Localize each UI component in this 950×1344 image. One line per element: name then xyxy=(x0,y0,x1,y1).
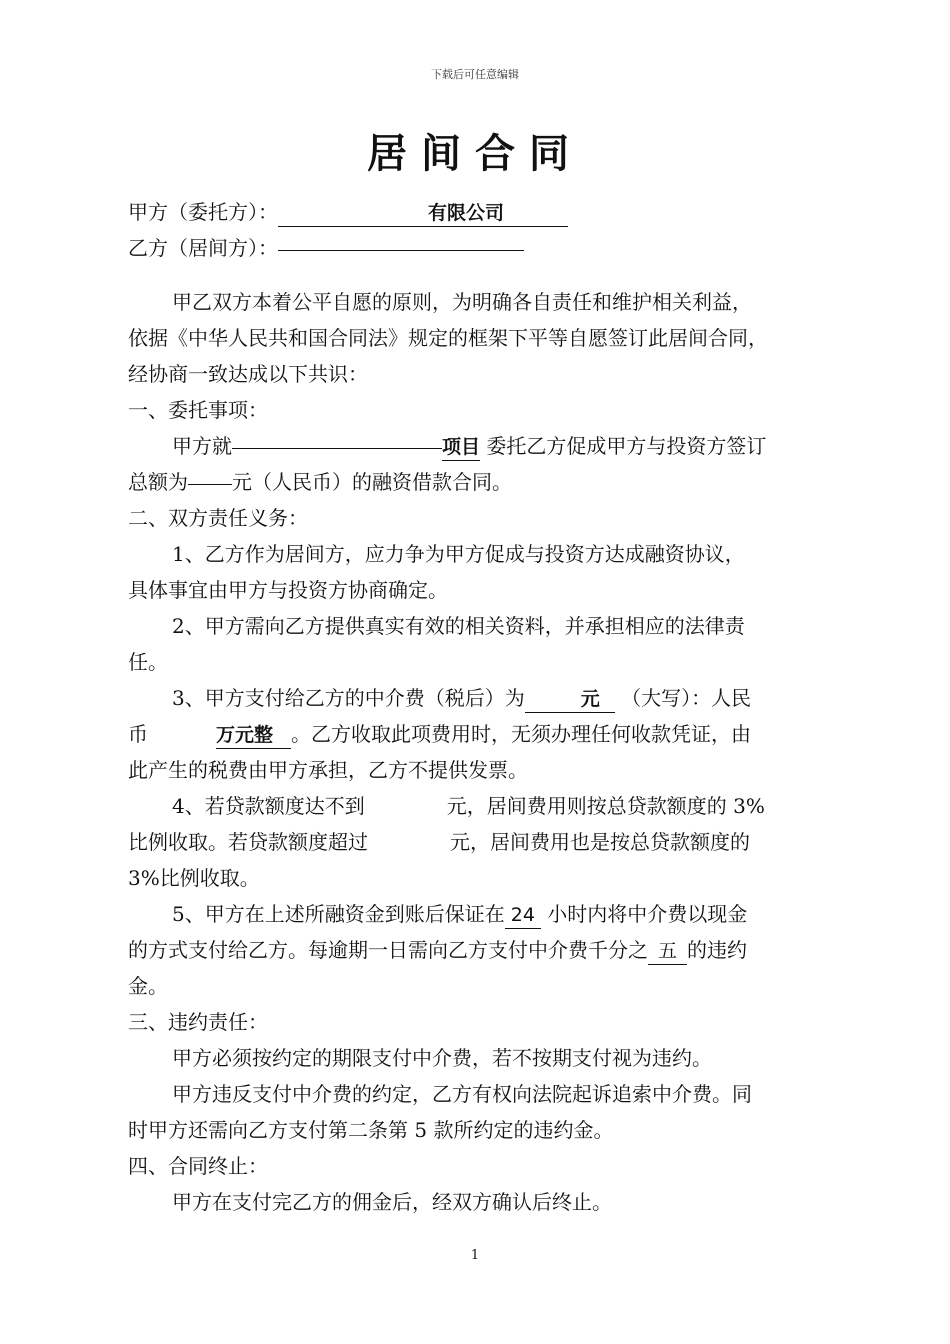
item-4-line-3: 3%比例收取。 xyxy=(128,866,260,890)
header-note: 下载后可任意编辑 xyxy=(431,68,519,81)
item-5-line-1 xyxy=(128,896,828,932)
intro-line-2: 依据《中华人民共和国合同法》规定的框架下平等自愿签订此居间合同， xyxy=(128,326,768,350)
item-4-line-1 xyxy=(128,788,828,824)
item-5-line-2 xyxy=(128,932,828,968)
section-4-para-1: 甲方在支付完乙方的佣金后，经双方确认后终止。 xyxy=(172,1190,612,1214)
party-b-label: 乙方（居间方）： xyxy=(128,236,278,260)
item-3-line-3: 此产生的税费由甲方承担，乙方不提供发票。 xyxy=(128,758,528,782)
item-5-text-a: 5、甲方在上述所融资金到账后保证在 xyxy=(172,902,505,926)
item-3-line-1 xyxy=(128,680,828,716)
section-1-text-a: 甲方就 xyxy=(172,434,232,458)
item-3-text-c: 币 xyxy=(128,722,148,746)
item-3-line-2 xyxy=(128,716,828,752)
item-4-text-b: 元，居间费用则按总贷款额度的 3% xyxy=(446,794,765,818)
item-5-text-b: 小时内将中介费以现金 xyxy=(547,902,748,926)
item-2-line-2: 任。 xyxy=(128,650,168,674)
item-4-text-a: 4、若贷款额度达不到 xyxy=(172,794,365,818)
project-label: 项目 xyxy=(442,434,480,461)
section-1-text-b: 委托乙方促成甲方与投资方签订 xyxy=(486,434,767,458)
item-4-text-c: 比例收取。若贷款额度超过 xyxy=(128,830,368,854)
intro-line-1: 甲乙双方本着公平自愿的原则，为明确各自责任和维护相关利益， xyxy=(172,290,752,314)
item-3-text-a: 3、甲方支付给乙方的中介费（税后）为 xyxy=(172,686,525,710)
loan-total-field[interactable] xyxy=(188,460,232,485)
section-1-text-d: 元（人民币）的融资借款合同。 xyxy=(232,470,512,494)
section-2-heading: 二、双方责任义务： xyxy=(128,506,308,530)
fee-capital-field[interactable]: 万元整 xyxy=(216,722,291,749)
fee-unit: 元 xyxy=(580,688,600,710)
item-2-line-1: 2、甲方需向乙方提供真实有效的相关资料，并承担相应的法律责 xyxy=(172,614,745,638)
section-1-heading: 一、委托事项： xyxy=(128,398,268,422)
party-b-field[interactable] xyxy=(278,226,524,251)
party-a-field[interactable] xyxy=(278,200,568,227)
section-3-heading: 三、违约责任： xyxy=(128,1010,268,1034)
document-title: 居间合同 xyxy=(367,131,583,177)
item-5-text-c: 的方式支付给乙方。每逾期一日需向乙方支付中介费千分之 xyxy=(128,938,648,962)
section-3-para-1: 甲方必须按约定的期限支付中介费，若不按期支付视为违约。 xyxy=(172,1046,712,1070)
party-a-line xyxy=(128,194,828,230)
intro-line-3: 经协商一致达成以下共识： xyxy=(128,362,368,386)
section-1-text-c: 总额为 xyxy=(128,470,188,494)
item-4-text-d: 元，居间费用也是按总贷款额度的 xyxy=(450,830,750,854)
section-4-heading: 四、合同终止： xyxy=(128,1154,268,1178)
section-1-line-2 xyxy=(128,464,828,500)
project-name-field[interactable] xyxy=(232,424,442,449)
item-1-line-1: 1、乙方作为居间方，应力争为甲方促成与投资方达成融资协议， xyxy=(172,542,745,566)
hours-field[interactable]: 24 xyxy=(505,902,541,929)
section-3-para-2-line-1: 甲方违反支付中介费的约定，乙方有权向法院起诉追索中介费。同 xyxy=(172,1082,752,1106)
item-1-line-2: 具体事宜由甲方与投资方协商确定。 xyxy=(128,578,448,602)
section-3-para-2-line-2: 时甲方还需向乙方支付第二条第 5 款所约定的违约金。 xyxy=(128,1118,614,1142)
item-3-text-b: （大写）：人民 xyxy=(621,686,752,710)
section-1-line-1 xyxy=(128,428,828,464)
party-b-line xyxy=(128,230,828,266)
contract-body xyxy=(128,194,828,1220)
item-5-text-d: 的违约 xyxy=(687,938,748,962)
item-5-line-3: 金。 xyxy=(128,974,168,998)
item-4-line-2 xyxy=(128,824,828,860)
party-a-value: 有限公司 xyxy=(428,202,505,224)
fee-amount-field[interactable] xyxy=(525,686,615,713)
page-number: 1 xyxy=(470,1248,480,1263)
party-a-label: 甲方（委托方）： xyxy=(128,200,278,224)
penalty-rate-field[interactable]: 五 xyxy=(648,938,687,965)
item-3-text-d: 。乙方收取此项费用时，无须办理任何收款凭证，由 xyxy=(291,722,752,746)
